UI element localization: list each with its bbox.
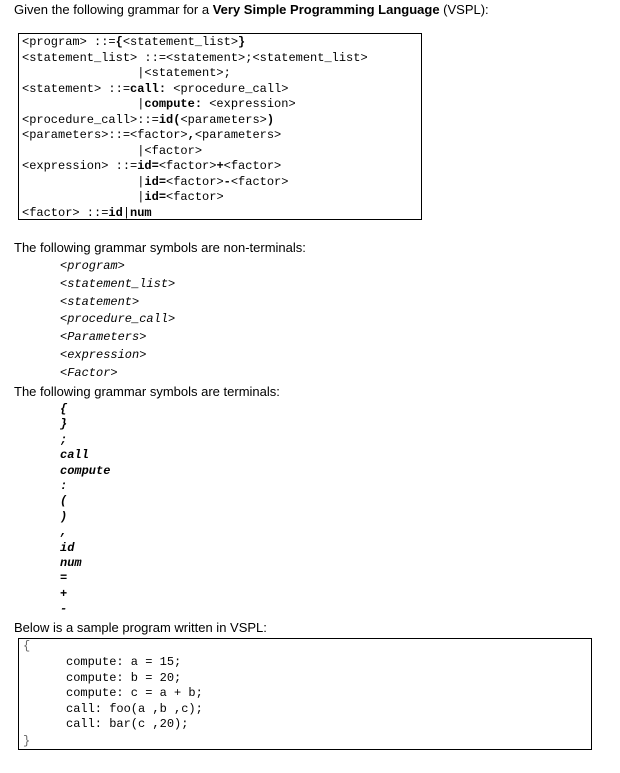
grammar-line: [22, 206, 421, 222]
intro-text: [14, 2, 489, 17]
grammar-token: +: [216, 159, 224, 173]
terminal-item: compute: [60, 463, 111, 478]
terminal-item: (: [60, 494, 68, 509]
nonterminal-item: <Factor>: [60, 365, 118, 380]
grammar-token: {: [115, 35, 123, 49]
grammar-token: <parameters>: [180, 112, 267, 127]
code-line: call: foo(a ,b ,c);: [66, 701, 203, 716]
grammar-token: compute:: [144, 97, 203, 111]
grammar-line: [22, 66, 421, 82]
nonterminal-list: [60, 258, 175, 383]
grammar-line: [22, 113, 421, 129]
grammar-token: <factor>: [230, 174, 289, 189]
grammar-token: <factor>: [166, 174, 224, 189]
nonterminals-heading: The following grammar symbols are non-terminals:: [14, 240, 306, 255]
grammar-line: [22, 190, 421, 206]
grammar-token: ,: [187, 128, 195, 142]
terminal-item: id: [60, 540, 75, 555]
grammar-token: id=: [137, 159, 159, 173]
grammar-line: [22, 175, 421, 191]
code-line: call: bar(c ,20);: [66, 717, 189, 731]
intro-prefix: Given the following grammar for a: [14, 2, 213, 17]
grammar-token: |: [22, 190, 145, 204]
grammar-line: [22, 51, 421, 67]
grammar-token: |<statement>;: [22, 66, 231, 80]
grammar-token: }: [238, 35, 246, 49]
grammar-line: [22, 144, 421, 160]
grammar-token: |: [22, 97, 145, 111]
grammar-token: id=: [144, 174, 167, 189]
terminal-item: =: [60, 571, 68, 586]
terminal-item: ;: [60, 432, 68, 447]
sample-code: [66, 655, 203, 733]
grammar-token: <factor>: [223, 159, 282, 173]
grammar-token: id=: [144, 190, 167, 204]
intro-bold-title: Very Simple Programming Language: [212, 2, 440, 17]
grammar-token: -: [223, 174, 231, 189]
terminal-list: [60, 402, 110, 617]
code-line: compute: b = 20;: [66, 670, 182, 685]
close-brace: }: [23, 734, 31, 748]
grammar-line: [22, 82, 421, 98]
terminal-item: num: [60, 555, 82, 570]
grammar-token: <procedure_call>: [166, 81, 289, 96]
grammar-token: <statement> ::=: [22, 81, 131, 96]
grammar-token: <factor>: [158, 159, 217, 173]
nonterminal-item: <Parameters>: [60, 330, 147, 345]
grammar-token: <statement_list>: [122, 35, 239, 49]
grammar-token: |: [22, 174, 145, 189]
grammar-token: <parameters>::=<factor>: [22, 128, 188, 142]
nonterminal-item: <program>: [60, 259, 125, 273]
grammar-token: |: [122, 205, 131, 220]
terminal-item: ): [60, 509, 68, 524]
grammar-token: <parameters>: [194, 128, 282, 142]
sample-program-box: [18, 638, 592, 750]
grammar-line: [22, 35, 421, 51]
terminal-item: :: [60, 478, 68, 493]
terminal-item: }: [60, 417, 68, 432]
grammar-box: [18, 33, 422, 220]
grammar-token: ): [266, 112, 275, 127]
grammar-token: id(: [158, 112, 181, 127]
terminal-item: {: [60, 402, 68, 416]
sample-heading: Below is a sample program written in VSPL:: [14, 620, 267, 635]
terminal-item: call: [60, 448, 89, 463]
grammar-token: <statement_list> ::=<statement>;<statement_list>: [22, 50, 368, 65]
grammar-token: |<factor>: [22, 143, 203, 158]
terminal-item: ,: [60, 525, 68, 540]
grammar-token: num: [130, 205, 152, 220]
grammar-token: id: [108, 205, 123, 220]
grammar-line: [22, 128, 421, 144]
terminals-heading: The following grammar symbols are terminals:: [14, 384, 280, 399]
nonterminal-item: <procedure_call>: [60, 312, 176, 327]
terminal-item: -: [60, 602, 68, 617]
grammar-token: <factor> ::=: [22, 205, 109, 220]
grammar-token: <program> ::=: [22, 35, 116, 49]
code-line: compute: c = a + b;: [66, 686, 203, 700]
grammar-token: <expression> ::=: [22, 159, 138, 173]
grammar-token: call:: [130, 81, 167, 96]
grammar-token: <expression>: [202, 97, 296, 111]
nonterminal-item: <statement>: [60, 294, 140, 309]
open-brace: {: [23, 639, 31, 653]
nonterminal-item: <expression>: [60, 347, 147, 362]
grammar-token: <procedure_call>::=: [22, 112, 159, 127]
grammar-token: <factor>: [166, 190, 224, 204]
code-line: compute: a = 15;: [66, 655, 182, 669]
grammar-line: [22, 159, 421, 175]
grammar-line: [22, 97, 421, 113]
terminal-item: +: [60, 586, 68, 601]
intro-suffix: (VSPL):: [439, 2, 489, 17]
nonterminal-item: <statement_list>: [60, 276, 176, 291]
